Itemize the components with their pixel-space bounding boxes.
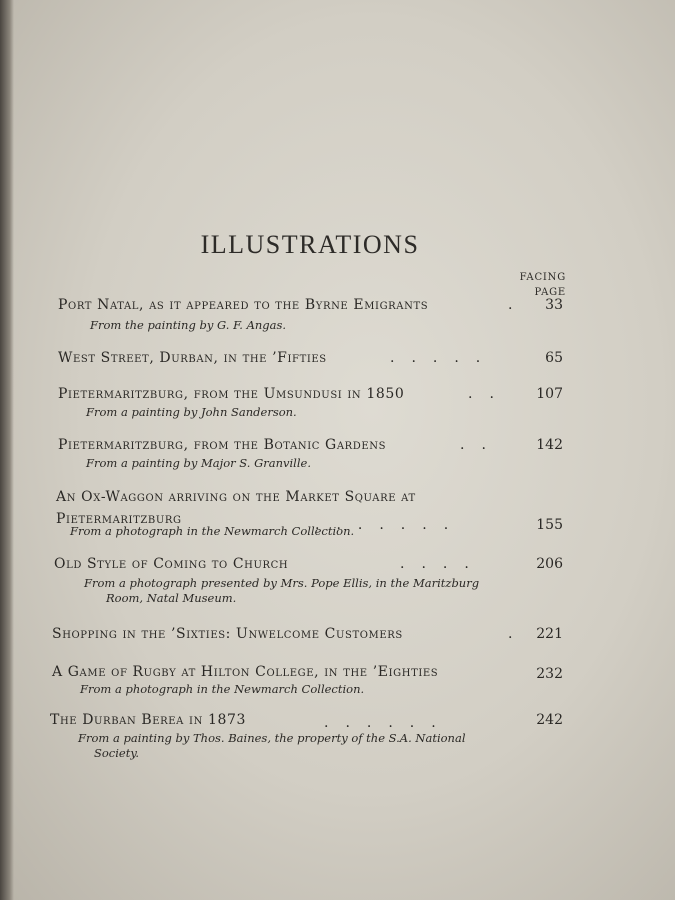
entry-title: Old Style of Coming to Church [54, 556, 289, 572]
facing-label: FACING [519, 272, 566, 283]
entry-credit: From a photograph presented by Mrs. Pope Ellis, in the Maritzburg [84, 576, 480, 590]
leader-dots: ....... [315, 517, 466, 533]
entry-page: 33 [545, 297, 563, 313]
entry-credit: From a painting by Major S. Granville. [86, 456, 312, 470]
entry-credit: From the painting by G. F. Angas. [90, 318, 287, 332]
entry-page: 142 [536, 437, 563, 453]
illustration-entry [0, 709, 675, 760]
illustration-entry [0, 294, 675, 332]
entry-title: A Game of Rugby at Hilton College, in the ’Eighties [52, 664, 439, 680]
leader-dots: . [508, 626, 530, 642]
entry-credit-continued: Society. [94, 746, 139, 760]
illustration-entry [0, 383, 675, 419]
illustration-entry [0, 486, 675, 538]
entry-page: 206 [536, 556, 563, 572]
entry-title: An Ox-Waggon arriving on the Market Square at [56, 489, 416, 505]
entry-credit-continued: Room, Natal Museum. [106, 591, 237, 605]
page-title: ILLUSTRATIONS [200, 230, 420, 259]
entry-title: Port Natal, as it appeared to the Byrne Emigrants [58, 297, 429, 313]
page-label: PAGE [534, 287, 566, 298]
entry-title: Pietermaritzburg, from the Umsundusi in 1850 [58, 386, 405, 402]
entry-credit: From a painting by John Sanderson. [86, 405, 297, 419]
entry-page: 232 [536, 666, 563, 682]
entry-credit: From a photograph in the Newmarch Collection. [80, 682, 365, 696]
entry-credit: From a photograph in the Newmarch Collection. [70, 524, 355, 538]
leader-dots: .. [460, 437, 503, 453]
entry-page: 242 [536, 712, 563, 728]
leader-dots: ..... [390, 350, 498, 366]
leader-dots: . [508, 297, 530, 313]
illustration-entry [0, 623, 675, 645]
entry-title: Shopping in the ’Sixties: Unwelcome Customers [52, 626, 403, 642]
entry-page: 65 [545, 350, 563, 366]
entry-page: 107 [536, 386, 563, 402]
leader-dots: .. [468, 386, 511, 402]
illustration-entry [0, 661, 675, 696]
entry-credit: From a painting by Thos. Baines, the property of the S.A. National [78, 731, 466, 745]
entry-title: The Durban Berea in 1873 [50, 712, 247, 728]
leader-dots: .... [400, 556, 486, 572]
leader-dots: ...... [324, 715, 453, 731]
entry-title-continued: Pietermaritzburg [56, 511, 182, 527]
entry-page: 155 [536, 517, 563, 533]
illustration-entry [0, 434, 675, 470]
illustration-entry [0, 553, 675, 605]
entry-title: Pietermaritzburg, from the Botanic Gardens [58, 437, 387, 453]
entry-page: 221 [536, 626, 563, 642]
illustration-entry [0, 347, 675, 369]
entry-title: West Street, Durban, in the ’Fifties [58, 350, 327, 366]
